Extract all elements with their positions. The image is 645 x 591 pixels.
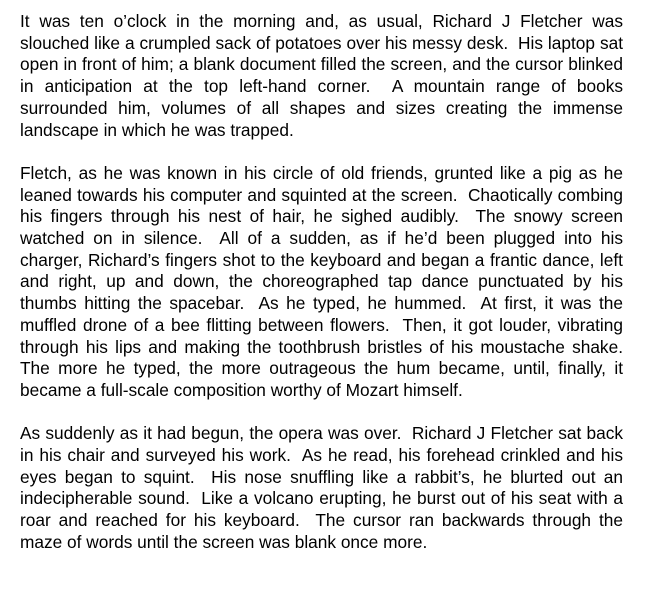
document-body: [20, 11, 633, 554]
paragraph-1: It was ten o’clock in the morning and, as usual, Richard J Fletcher was slouched like a crumpled sack of potatoes over his messy desk. His laptop sat open in front of him; a blank document filled the screen, and the cursor blinked in anticipation at the top left-hand corner. A mountain range of books surrounded him, volumes of all shapes and sizes creating the immense landscape in which he was trapped.: [20, 11, 628, 140]
paragraph-2: Fletch, as he was known in his circle of old friends, grunted like a pig as he leaned towards his computer and squinted at the screen. Chaotically combing his fingers through his nest of hair, he sighed audibly. The snowy screen watched on in silence. All of a sudden, as if he’d been plugged into his charger, Richard’s fingers shot to the keyboard and began a frantic dance, left and right, up and down, the choreographed tap dance punctuated by his thumbs hitting the spacebar. As he typed, he hummed. At first, it was the muffled drone of a bee flitting between flowers. Then, it got louder, vibrating through his lips and making the toothbrush bristles of his moustache shake. The more he typed, the more outrageous the hum became, until, finally, it became a full-scale composition worthy of Mozart himself.: [20, 162, 633, 400]
paragraph-3: As suddenly as it had begun, the opera was over. Richard J Fletcher sat back in his chair and surveyed his work. As he read, his forehead crinkled and his eyes began to squint. His nose snuffling like a rabbit’s, he blurted out an indecipherable sound. Like a volcano erupting, he burst out of his seat with a roar and reached for his keyboard. The cursor ran backwards through the maze of words until the screen was blank once more.: [20, 423, 628, 552]
